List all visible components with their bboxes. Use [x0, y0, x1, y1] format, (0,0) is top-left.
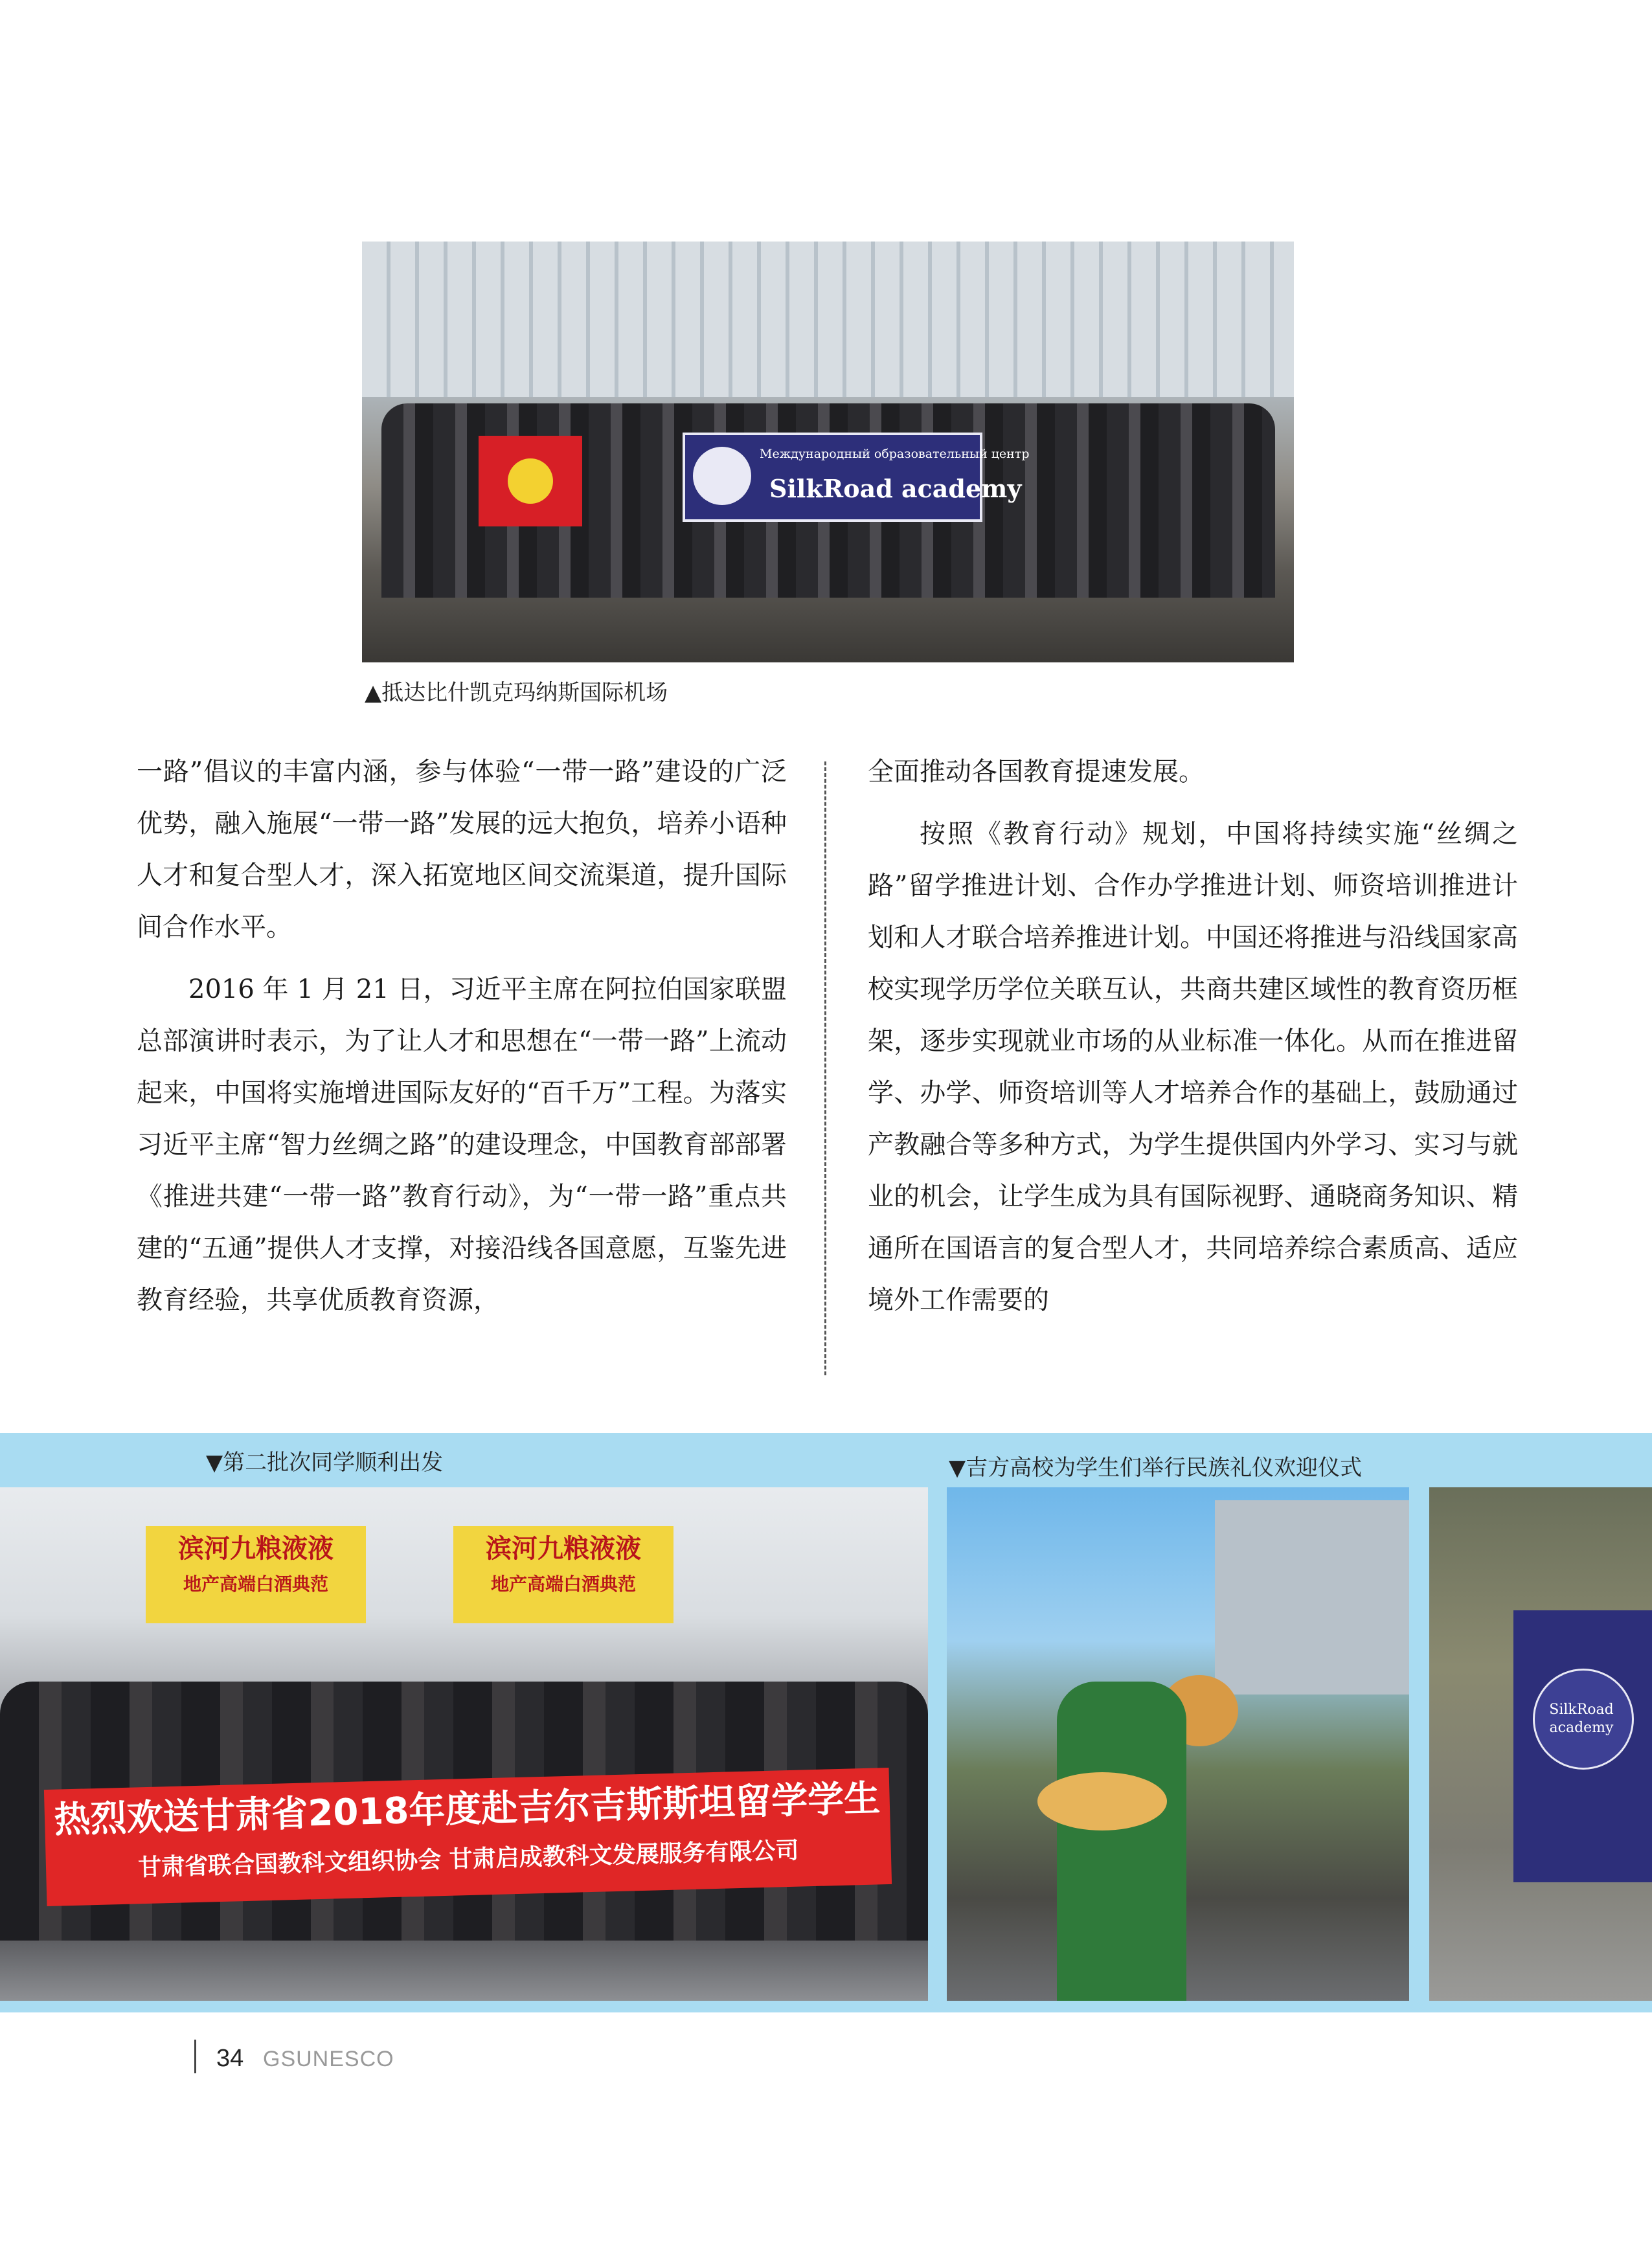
- silkroad-flag-photo: [1429, 1487, 1652, 2001]
- banner-line-1: Международный образовательный центр: [760, 447, 1030, 461]
- column-divider: [824, 761, 826, 1375]
- silkroad-banner: [683, 433, 1030, 522]
- page-number: 34: [216, 2045, 244, 2072]
- dancer-dress: [1057, 1682, 1186, 2001]
- bottom-right-caption: ▼吉方高校为学生们举行民族礼仪欢迎仪式: [949, 1455, 1363, 1481]
- departure-photo: [0, 1487, 928, 2001]
- banner-line-2: SilkRoad academy: [769, 474, 1022, 503]
- farewell-banner: 热烈欢送甘肃省2018年度赴吉尔吉斯斯坦留学学生 甘肃省联合国教科文组织协会 甘肃启成教科文发展服务有限公司: [44, 1768, 892, 1906]
- silkroad-flag: SilkRoad academy: [1513, 1610, 1652, 1882]
- kyrgyz-flag: [479, 436, 582, 526]
- left-paragraph-2: 2016 年 1 月 21 日，习近平主席在阿拉伯国家联盟总部演讲时表示，为了让人才和思想在“一带一路”上流动起来，中国将实施增进国际友好的“百千万”工程。为落实习近平主席“智力丝绸之路”的建设理念，中国教育部部署《推进共建“一带一路”教育行动》，为“一带一路”重点共建的“五通”提供人才支撑，对接沿线各国意愿，互鉴先进教育经验，共享优质教育资源，: [137, 974, 787, 1315]
- welcome-ceremony-photo: [947, 1487, 1409, 2001]
- banner-logo: [693, 447, 751, 505]
- footer-rule: [194, 2040, 196, 2073]
- left-paragraph-1: 一路”倡议的丰富内涵，参与体验“一带一路”建设的广泛优势，融入施展“一带一路”发展的远大抱负，培养小语种人才和复合型人才，深入拓宽地区间交流渠道，提升国际间合作水平。: [137, 757, 787, 942]
- pastry-tray: [1037, 1772, 1167, 1830]
- welcome-building: [1215, 1500, 1409, 1695]
- bottom-left-caption: ▼第二批次同学顺利出发: [206, 1450, 444, 1476]
- top-photo: [362, 242, 1294, 662]
- body-column-right: [868, 746, 1518, 1380]
- top-photo-caption: ▲抵达比什凯克玛纳斯国际机场: [365, 680, 668, 706]
- body-column-left: [137, 746, 787, 1380]
- liquor-ad-1: 滨河九粮液液 地产高端白酒典范: [146, 1526, 366, 1623]
- right-paragraph-2: 按照《教育行动》规划，中国将持续实施“丝绸之路”留学推进计划、合作办学推进计划、师资培训推进计划和人才联合培养推进计划。中国还将推进与沿线国家高校实现学历学位关联互认，共商共建区域性的教育资历框架，逐步实现就业市场的从业标准一体化。从而在推进留学、办学、师资培训等人才培养合作的基础上，鼓励通过产教融合等多种方式，为学生提供国内外学习、实习与就业的机会，让学生成为具有国际视野、通晓商务知识、精通所在国语言的复合型人才，共同培养综合素质高、适应境外工作需要的: [868, 819, 1518, 1315]
- right-paragraph-1: 全面推动各国教育提速发展。: [868, 757, 1205, 787]
- publication-brand: GSUNESCO: [263, 2047, 394, 2071]
- airport-building: [362, 242, 1294, 397]
- liquor-ad-2: 滨河九粮液液 地产高端白酒典范: [453, 1526, 673, 1623]
